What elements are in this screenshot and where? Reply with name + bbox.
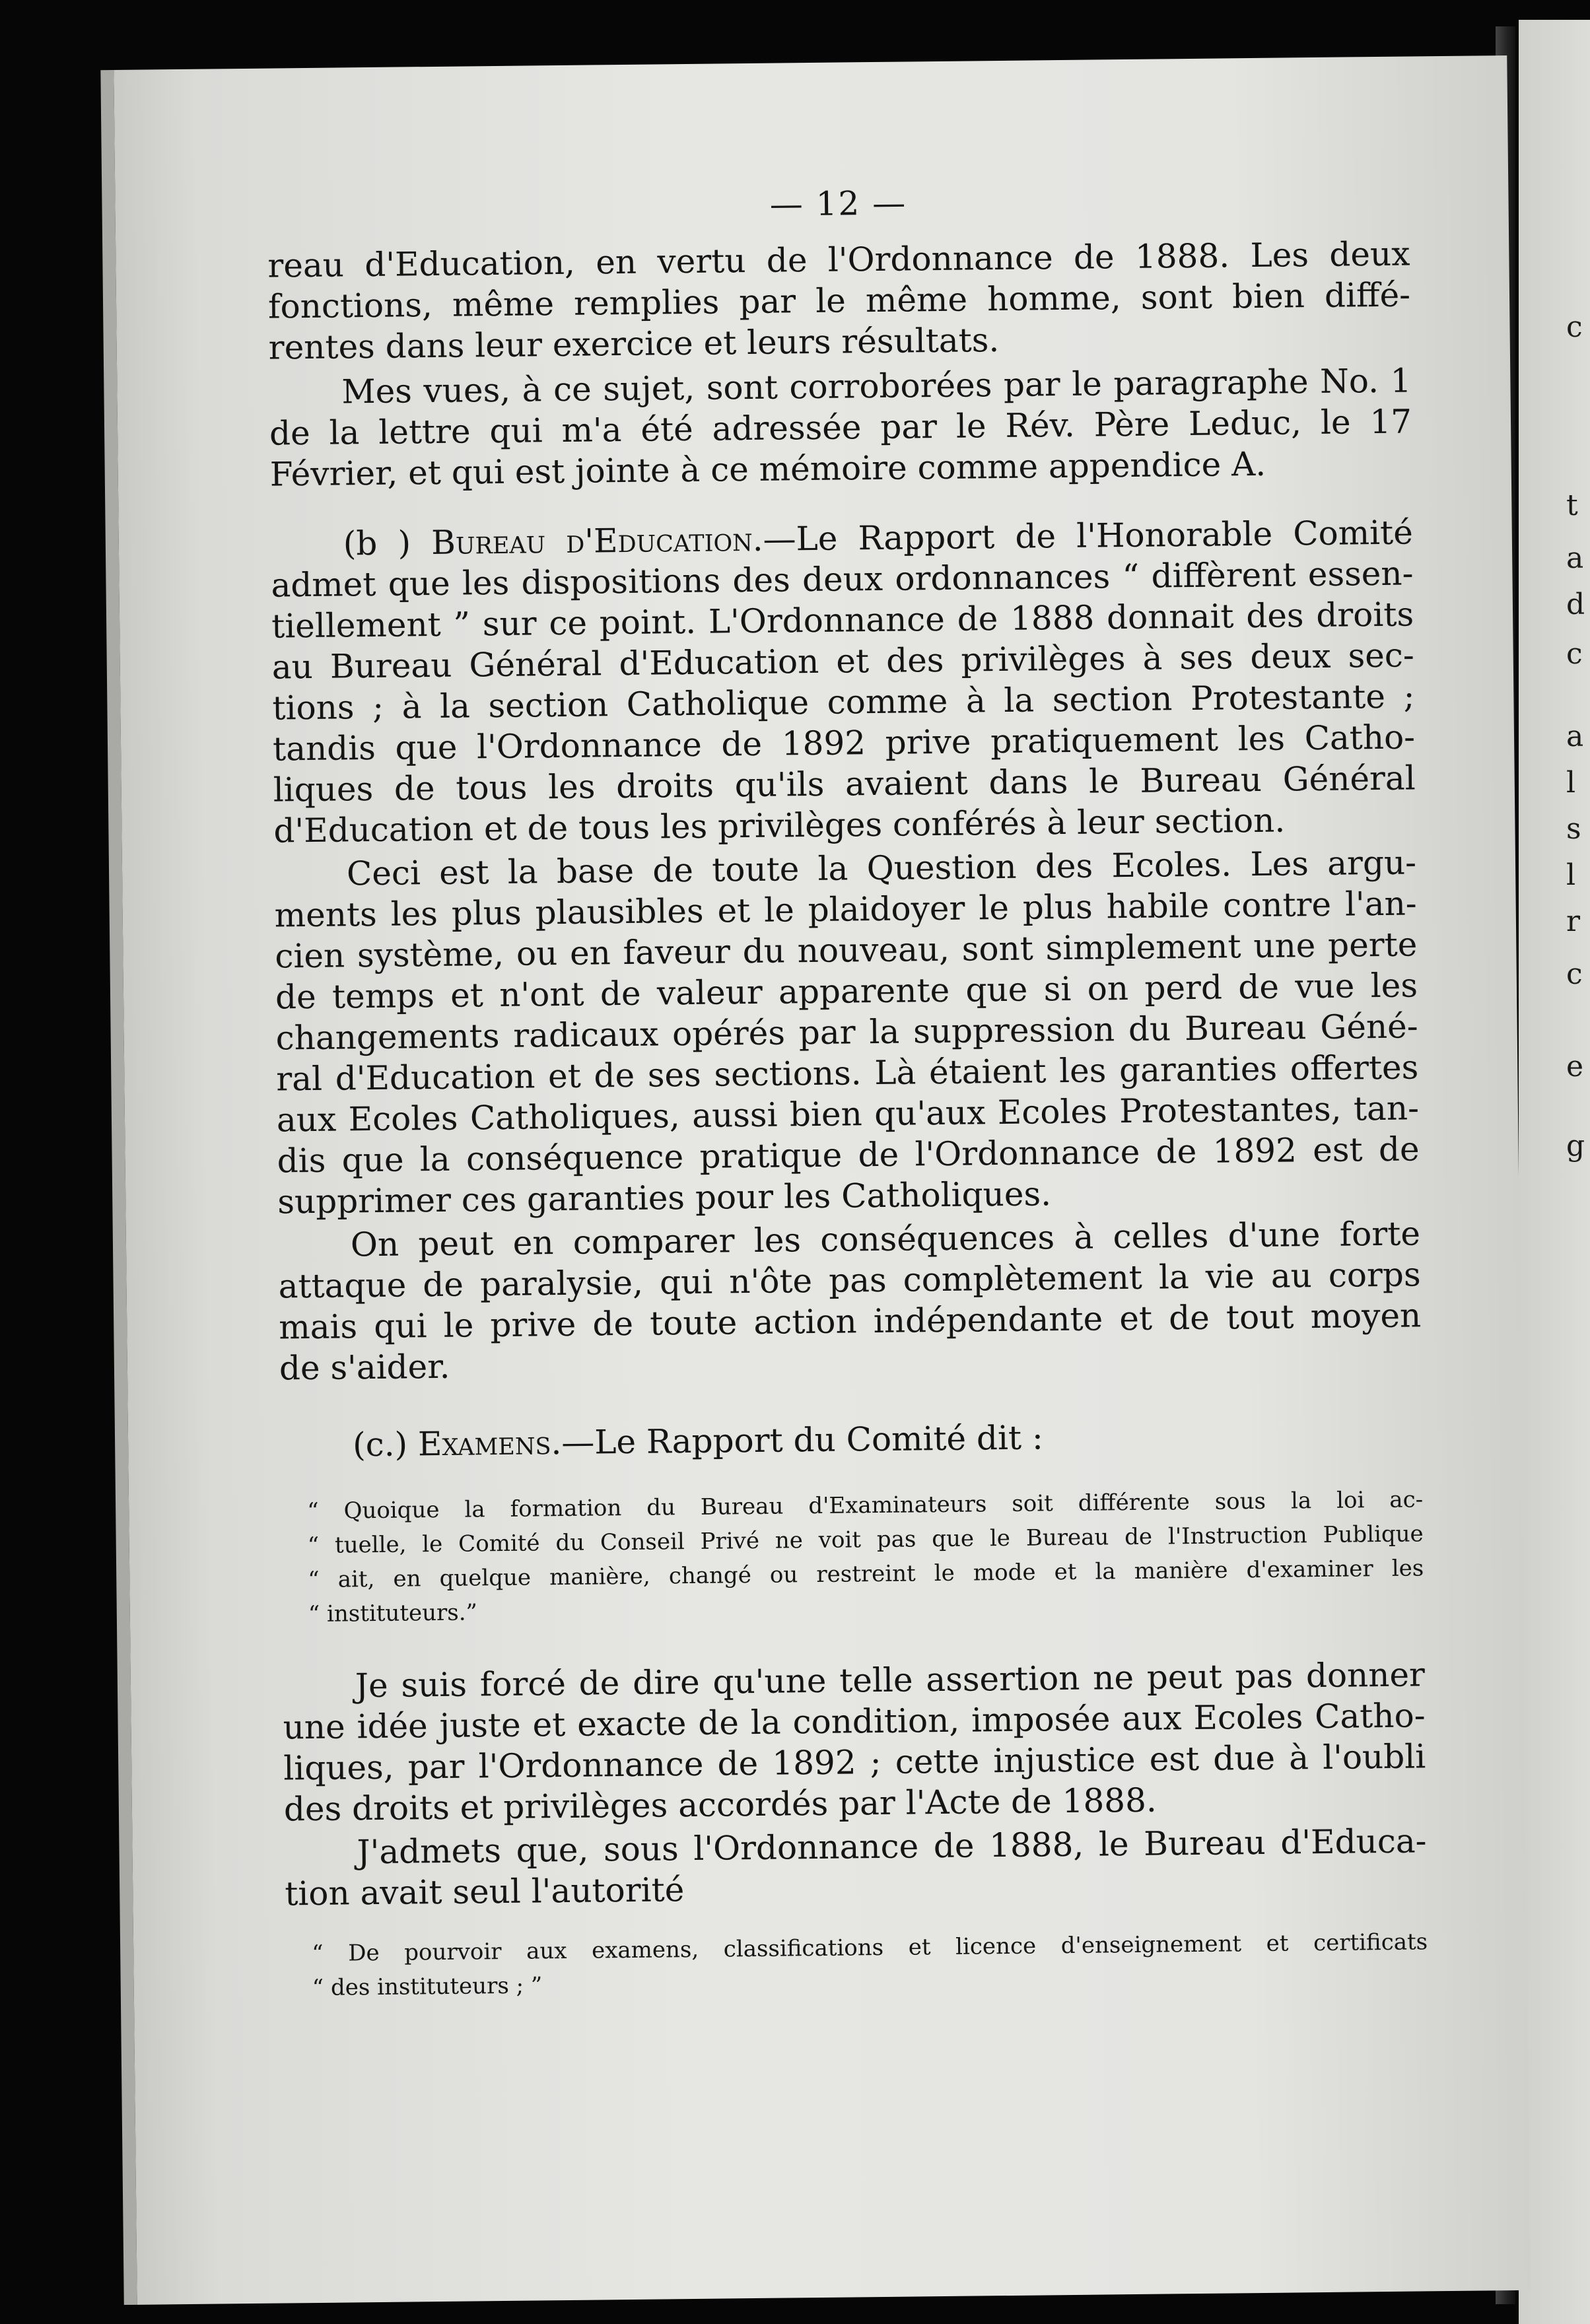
edge-letter: l <box>1566 858 1576 892</box>
quote-line: “ De pourvoir aux examens, classifications et licence d'enseignement et certificats <box>312 1929 1428 1967</box>
text-line: changements radicaux opérés par la suppression du Bureau Géné- <box>275 1007 1418 1058</box>
text-line: aux Ecoles Catholiques, aussi bien qu'aux Ecoles Protestantes, tan- <box>276 1089 1420 1140</box>
text-line: une idée juste et exacte de la condition, imposée aux Ecoles Catho- <box>283 1696 1426 1747</box>
text-line: tiellement ” sur ce point. L'Ordonnance de 1888 donnait des droits <box>271 595 1414 646</box>
text-run: —Le Rapport du Comité dit : <box>561 1418 1044 1462</box>
text-line: admet que les dispositions des deux ordonnances “ diffèrent essen- <box>271 554 1414 605</box>
text-line: attaque de paralysie, qui n'ôte pas complètement la vie au corps <box>278 1255 1421 1306</box>
edge-letter: c <box>1566 957 1583 991</box>
quote-line: “ des instituteurs ; ” <box>312 1972 543 2002</box>
quote-line: “ tuelle, le Comité du Conseil Privé ne voit pas que le Bureau de l'Instruction Publique <box>307 1521 1424 1559</box>
edge-letter: s <box>1566 812 1581 846</box>
text-line: liques, par l'Ordonnance de 1892 ; cette injustice est due à l'oubli <box>283 1737 1426 1788</box>
edge-letter: a <box>1566 541 1584 575</box>
text-line: de s'aider. <box>279 1347 450 1388</box>
text-line: liques de tous les droits qu'ils avaient dans le Bureau Général <box>273 759 1416 809</box>
edge-letter: a <box>1566 720 1584 753</box>
section-label: (b ) <box>343 524 432 563</box>
quote-line: “ Quoique la formation du Bureau d'Examinateurs soit différente sous la loi ac- <box>307 1486 1424 1525</box>
adjacent-page-edge <box>1519 20 1590 2324</box>
text-line: ral d'Education et de ses sections. Là étaient les garanties offertes <box>276 1048 1419 1099</box>
section-heading: Examens. <box>417 1423 562 1464</box>
edge-letter: r <box>1566 905 1581 938</box>
text-line: fonctions, même remplies par le même homme, sont bien diffé- <box>267 275 1411 326</box>
text-line: tandis que l'Ordonnance de 1892 prive pratiquement les Catho- <box>272 718 1416 769</box>
text-line: mais qui le prive de toute action indépendante et de tout moyen <box>278 1296 1422 1347</box>
text-line: des droits et privilèges accordés par l'Acte de 1888. <box>283 1781 1158 1829</box>
quote-line: “ ait, en quelque manière, changé ou restreint le mode et la manière d'examiner les <box>308 1555 1424 1594</box>
section-heading: Bureau d'Education. <box>431 520 763 563</box>
text-line: Février, et qui est jointe à ce mémoire comme appendice A. <box>269 444 1266 494</box>
page-number: — 12 — <box>769 184 907 224</box>
text-line: au Bureau Général d'Education et des privilèges à ses deux sec- <box>271 636 1415 687</box>
quote-line: “ instituteurs.” <box>308 1599 478 1628</box>
edge-letter: c <box>1566 637 1583 671</box>
edge-letter: e <box>1566 1050 1584 1083</box>
text-line: rentes dans leur exercice et leurs résultats. <box>268 321 1000 367</box>
text-line: tion avait seul l'autorité <box>284 1870 685 1913</box>
text-line: J'admets que, sous l'Ordonnance de 1888, le Bureau d'Educa- <box>357 1822 1427 1872</box>
edge-letter: d <box>1566 588 1585 621</box>
book-page <box>100 55 1530 2305</box>
text-line: supprimer ces garanties pour les Catholiques. <box>277 1175 1052 1221</box>
edge-letter: c <box>1566 310 1583 344</box>
text-line: de temps et n'ont de valeur apparente que si on perd de vue les <box>275 966 1418 1017</box>
text-line: reau d'Education, en vertu de l'Ordonnance de 1888. Les deux <box>267 234 1410 285</box>
page-text <box>265 57 1428 2002</box>
text-line: de la lettre qui m'a été adressée par le Rév. Père Leduc, le 17 <box>269 402 1412 453</box>
edge-letter: l <box>1566 766 1576 800</box>
text-run: —Le Rapport de l'Honorable Comité <box>763 513 1414 559</box>
text-line: Ceci est la base de toute la Question des Ecoles. Les argu- <box>346 843 1417 893</box>
text-line: Mes vues, à ce sujet, sont corroborées par le paragraphe No. 1 <box>341 361 1412 411</box>
text-line: Je suis forcé de dire qu'une telle assertion ne peut pas donner <box>355 1655 1426 1705</box>
edge-letter: g <box>1566 1129 1585 1163</box>
section-heading-line <box>280 1413 1423 1466</box>
text-line: On peut en comparer les conséquences à celles d'une forte <box>350 1214 1421 1264</box>
text-line: tions ; à la section Catholique comme à la section Protestante ; <box>272 677 1415 728</box>
edge-letter: t <box>1566 489 1578 522</box>
text-line: dis que la conséquence pratique de l'Ordonnance de 1892 est de <box>277 1130 1420 1180</box>
text-line: cien système, ou en faveur du nouveau, sont simplement une perte <box>275 925 1418 976</box>
text-line: ments les plus plausibles et le plaidoyer le plus habile contre l'an- <box>274 884 1417 935</box>
section-label: (c.) <box>352 1425 419 1464</box>
text-line: d'Education et de tous les privilèges conférés à leur section. <box>273 801 1286 850</box>
